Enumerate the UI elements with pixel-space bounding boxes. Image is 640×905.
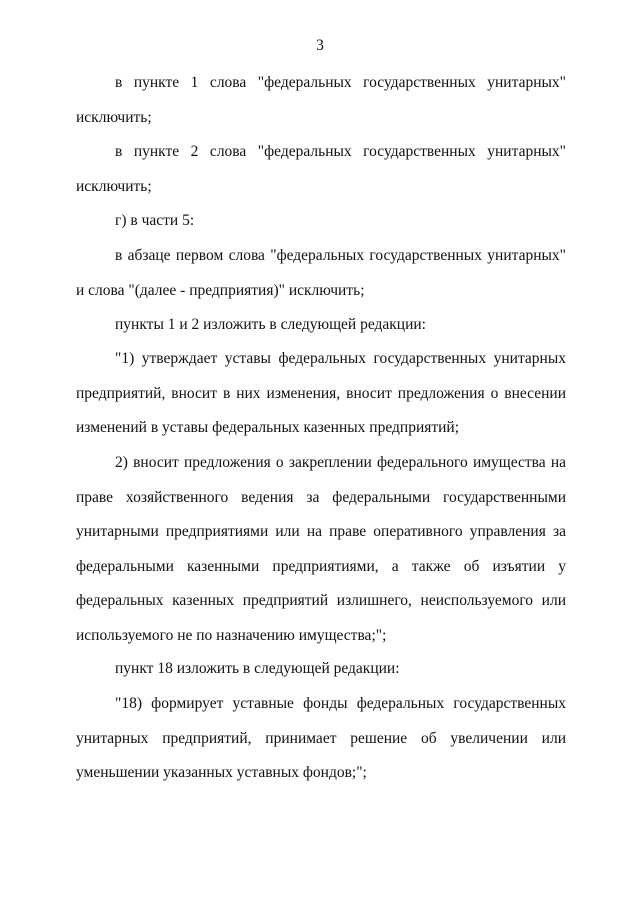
paragraph-first-abzac-amendment: в абзаце первом слова "федеральных государственных унитарных" и слова "(далее - предприятия)" исключить; [76, 247, 566, 299]
paragraph-item-1-amendment: в пункте 1 слова "федеральных государственных унитарных" исключить; [76, 74, 566, 126]
paragraph-new-item-1: "1) утверждает уставы федеральных государственных унитарных предприятий, вносит в них изменения, вносит предложения о внесении изменений в уставы федеральных казенных предприятий; [76, 350, 566, 436]
paragraph-item-2-amendment: в пункте 2 слова "федеральных государственных унитарных" исключить; [76, 143, 566, 195]
paragraph-new-item-2: 2) вносит предложения о закреплении федерального имущества на праве хозяйственного ведения за федеральными государственными унитарными предприятиями или на праве оперативного управления за федеральными казенными предприятиями, а также об изъятии у федеральных казенных предприятий излишнего, неиспользуемого или используемого не по назначению имущества;"; [76, 454, 566, 644]
page-number: 3 [316, 37, 324, 54]
paragraph-item-18-intro: пункт 18 изложить в следующей редакции: [115, 660, 400, 677]
paragraph-part-5-heading: г) в части 5: [115, 212, 195, 229]
paragraph-new-item-18: "18) формирует уставные фонды федеральных государственных унитарных предприятий, принимает решение об увеличении или уменьшении указанных уставных фондов;"; [76, 695, 566, 781]
paragraph-items-1-2-intro: пункты 1 и 2 изложить в следующей редакции: [115, 316, 426, 333]
